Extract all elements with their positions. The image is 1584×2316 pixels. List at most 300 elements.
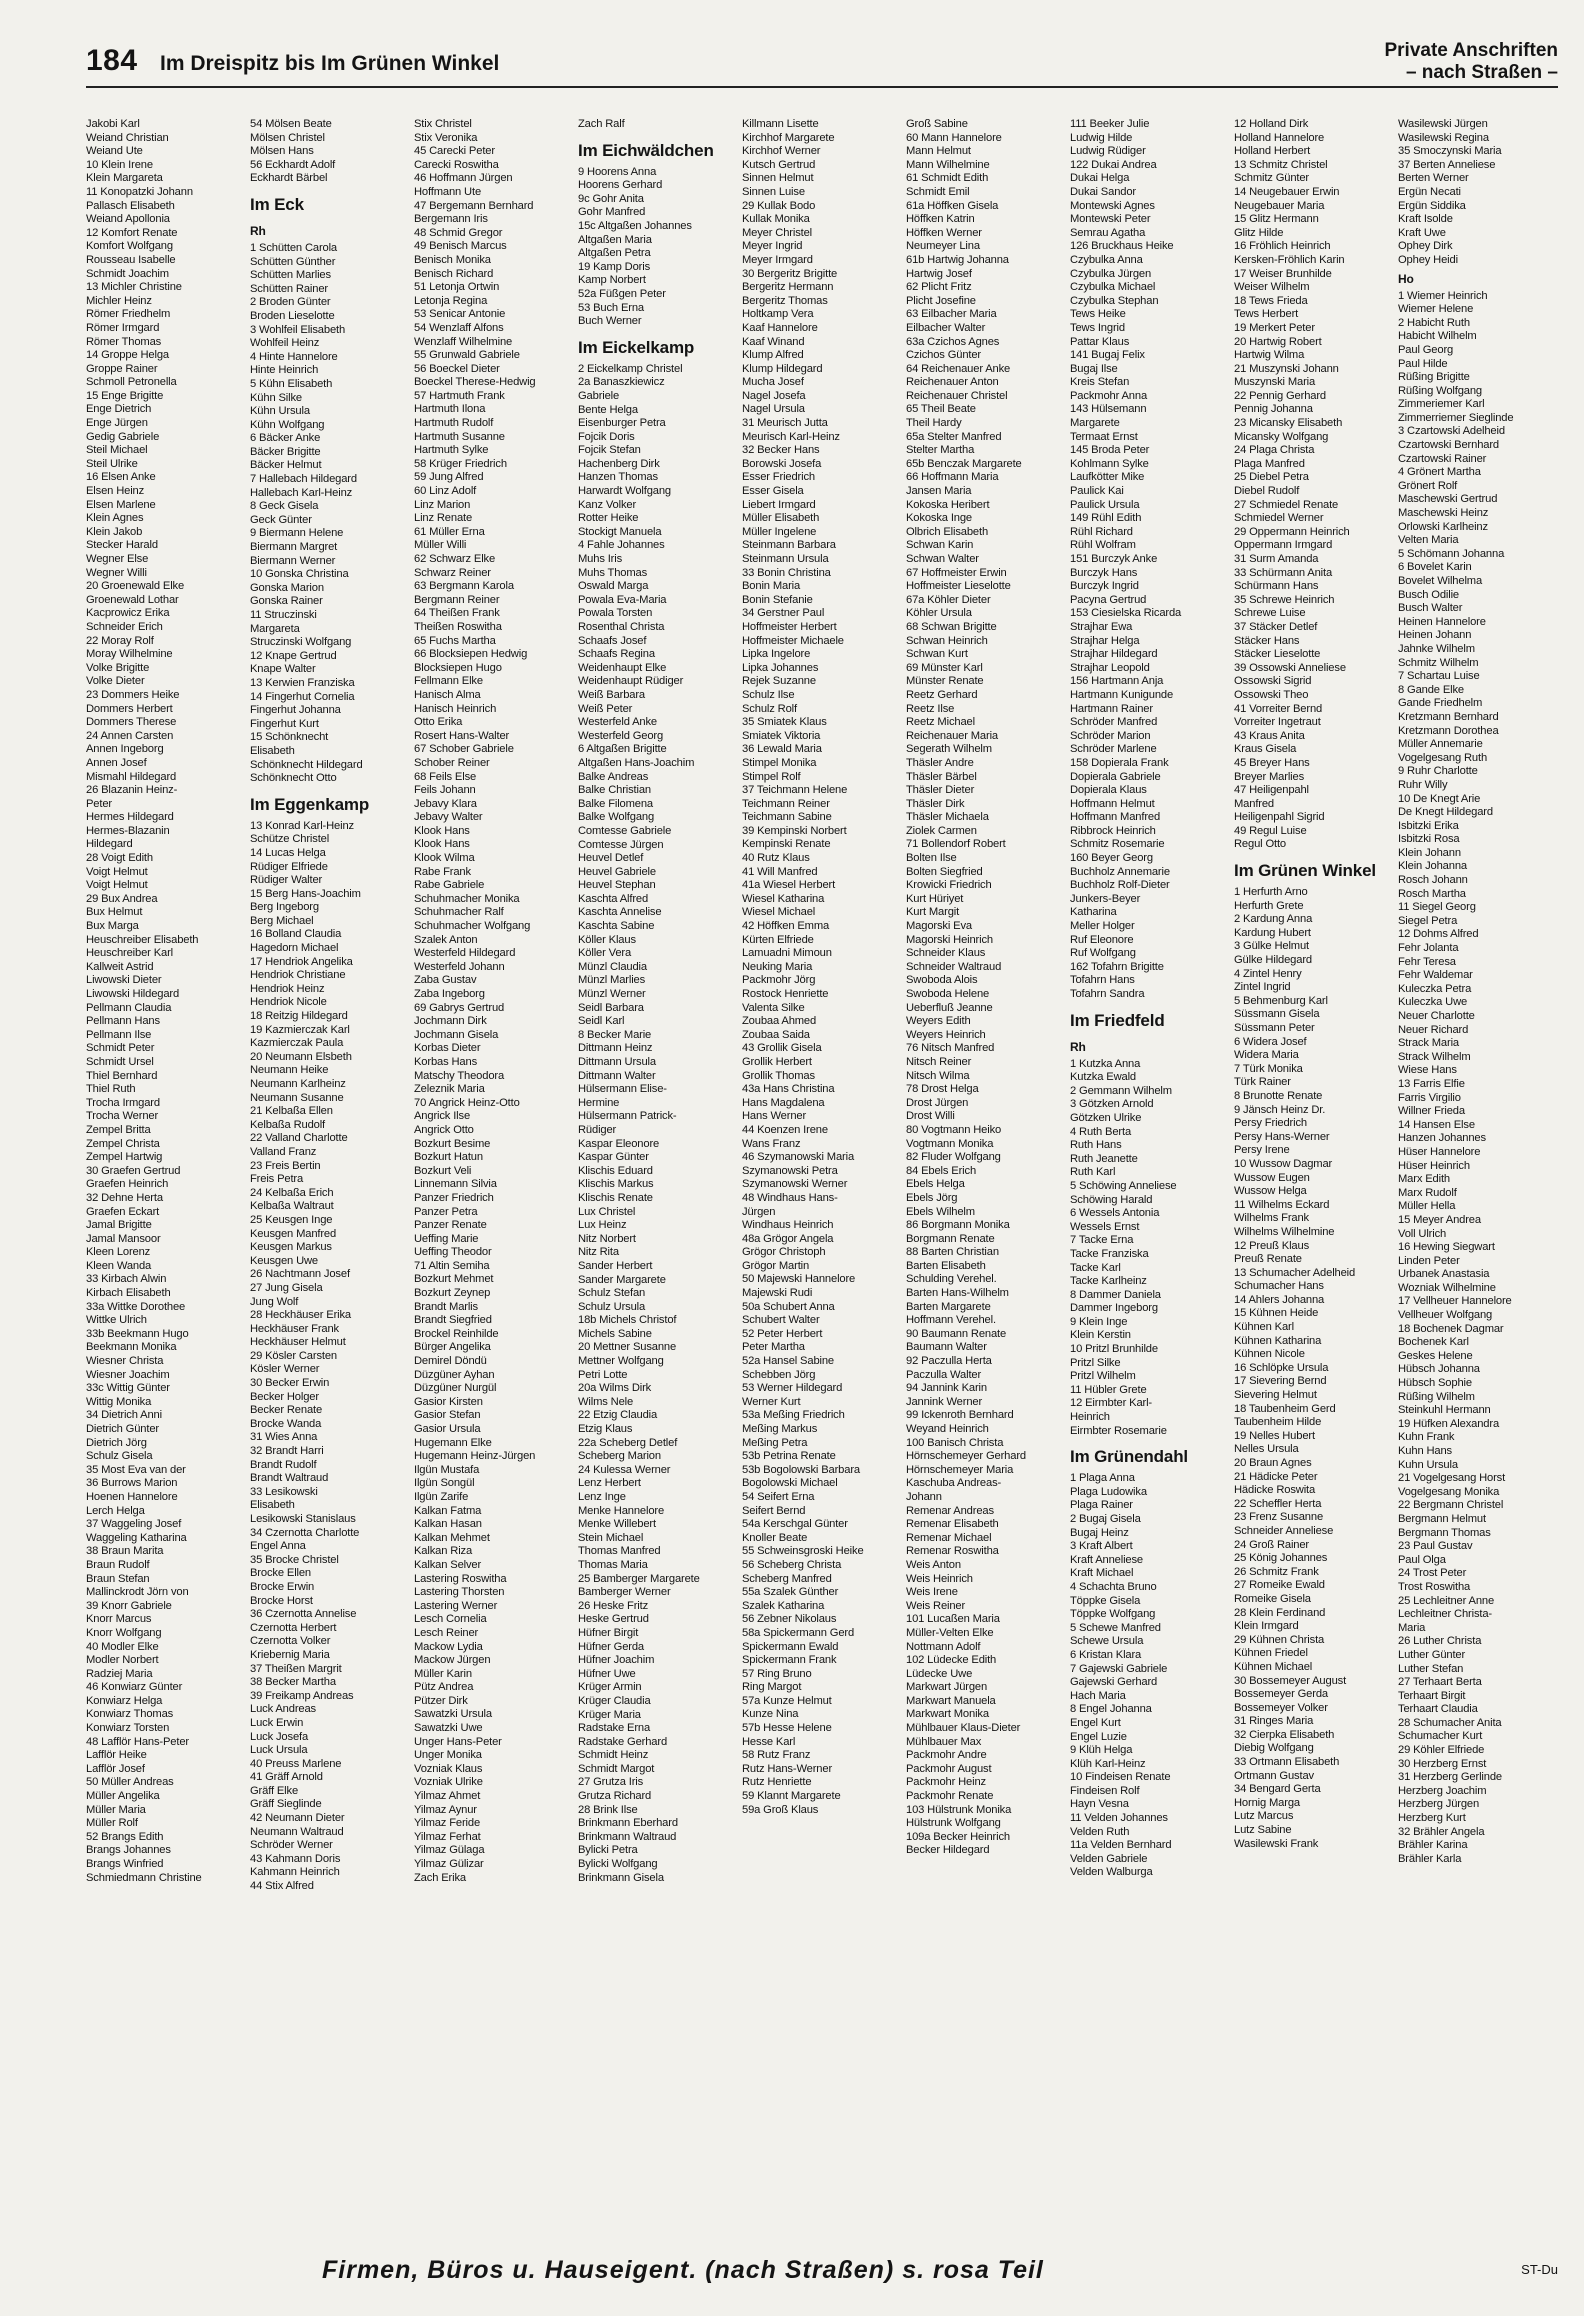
directory-entry: Brähler Karina	[1398, 1839, 1468, 1852]
directory-entry: 45 Breyer Hans	[1234, 756, 1310, 769]
directory-entry: 44 Stix Alfred	[250, 1880, 314, 1893]
directory-entry: Isbitzki Rosa	[1398, 833, 1460, 846]
directory-entry: 7 Tacke Erna	[1070, 1234, 1134, 1247]
directory-entry: Hülsermann Elise-	[578, 1083, 667, 1096]
directory-entry: Heiligenpahl Sigrid	[1234, 811, 1325, 824]
directory-column-3	[414, 118, 578, 2228]
directory-entry: Heuschreiber Karl	[86, 947, 173, 960]
directory-entry: Konwiarz Thomas	[86, 1708, 174, 1721]
directory-entry: Steinmann Ursula	[742, 553, 829, 565]
directory-entry: Lipka Johannes	[742, 661, 819, 674]
directory-entry: Gabriele	[578, 389, 620, 402]
directory-entry: Rejek Suzanne	[742, 675, 816, 688]
directory-entry: Rühl Wolfram	[1070, 539, 1136, 552]
directory-entry: Keusgen Uwe	[250, 1254, 319, 1267]
directory-entry: Ophey Heidi	[1398, 253, 1458, 266]
directory-entry: Schürmann Hans	[1234, 580, 1319, 593]
directory-entry: Bylicki Wolfgang	[578, 1858, 658, 1871]
directory-entry: Schmidt Emil	[906, 185, 970, 198]
directory-entry: Schütze Christel	[250, 833, 330, 846]
directory-column-8	[1234, 118, 1398, 2228]
directory-entry: 12 Holland Dirk	[1234, 118, 1309, 130]
directory-entry: Velden Ruth	[1070, 1825, 1130, 1838]
directory-entry: Kokoska Inge	[906, 512, 972, 525]
directory-entry: Stäcker Hans	[1234, 634, 1300, 647]
directory-entry: Ortmann Gustav	[1234, 1769, 1314, 1782]
directory-entry: Volke Dieter	[86, 675, 145, 688]
directory-entry: Wussow Eugen	[1234, 1171, 1310, 1184]
directory-entry: Tofahrn Hans	[1070, 974, 1135, 987]
directory-entry: 13 Farris Elfie	[1398, 1077, 1465, 1090]
directory-entry: Diebig Wolfgang	[1234, 1742, 1314, 1755]
directory-entry: 22 Pennig Gerhard	[1234, 389, 1326, 402]
directory-entry: Herzberg Jürgen	[1398, 1798, 1480, 1811]
directory-entry: Westerfeld Hildegard	[414, 947, 516, 960]
directory-entry: Kaschuba Andreas-	[906, 1477, 1002, 1490]
directory-entry: Ruth Karl	[1070, 1166, 1116, 1179]
directory-entry: 53b Petrina Renate	[742, 1450, 836, 1463]
directory-entry: Kühnen Katharina	[1234, 1334, 1322, 1347]
directory-entry: Schütten Günther	[250, 255, 336, 268]
directory-entry: 44 Koenzen Irene	[742, 1123, 828, 1136]
directory-entry: Rüdiger	[578, 1123, 617, 1136]
directory-entry: Stix Christel	[414, 118, 472, 130]
directory-entry: Kühnen Nicole	[1234, 1348, 1305, 1361]
directory-entry: Rosch Johann	[1398, 874, 1468, 887]
directory-entry: 1 Wiemer Heinrich	[1398, 289, 1488, 302]
directory-entry: 58a Spickermann Gerd	[742, 1626, 855, 1639]
directory-entry: Nitsch Wilma	[906, 1069, 970, 1082]
directory-entry: Herfurth Grete	[1234, 899, 1304, 912]
directory-entry: 10 Wussow Dagmar	[1234, 1157, 1333, 1170]
directory-entry: Szalek Katharina	[742, 1599, 825, 1612]
directory-entry: Gasior Ursula	[414, 1423, 481, 1435]
directory-entry: Kraft Uwe	[1398, 226, 1446, 239]
directory-entry: Wilhelms Frank	[1234, 1212, 1309, 1225]
directory-entry: Pellmann Hans	[86, 1015, 160, 1028]
directory-entry: Schrewe Luise	[1234, 607, 1306, 620]
directory-entry: 3 Gülke Helmut	[1234, 940, 1309, 953]
directory-entry: Annen Ingeborg	[86, 743, 164, 756]
directory-entry: Vogelgesang Monika	[1398, 1485, 1500, 1498]
directory-entry: 30 Becker Erwin	[250, 1377, 330, 1390]
directory-entry: Linz Renate	[414, 512, 473, 525]
directory-entry: Klüh Karl-Heinz	[1070, 1757, 1146, 1770]
directory-entry: 61 Schmidt Edith	[906, 172, 989, 185]
directory-entry: Kuhn Ursula	[1398, 1458, 1458, 1471]
directory-entry: Klook Hans	[414, 824, 470, 837]
directory-entry: Kazmierczak Paula	[250, 1037, 344, 1050]
directory-entry: 24 Groß Rainer	[1234, 1538, 1309, 1551]
directory-entry: Spickermann Frank	[742, 1654, 837, 1667]
directory-entry: Markwart Monika	[906, 1708, 989, 1721]
directory-entry: Bergemann Iris	[414, 213, 488, 226]
directory-entry: 31 Meurisch Jutta	[742, 417, 828, 430]
directory-entry: Dukai Sandor	[1070, 185, 1136, 198]
directory-entry: Schmiedel Werner	[1234, 512, 1324, 525]
directory-entry: Habicht Wilhelm	[1398, 330, 1477, 343]
directory-entry: 99 Ickenroth Bernhard	[906, 1409, 1014, 1422]
directory-entry: Matschy Theodora	[414, 1069, 505, 1082]
directory-entry: Broden Lieselotte	[250, 309, 335, 322]
directory-entry: Bozkurt Veli	[414, 1164, 472, 1177]
directory-entry: Trocha Werner	[86, 1110, 159, 1123]
directory-entry: 15 Schönknecht	[250, 731, 329, 744]
directory-entry: 29 Kühnen Christa	[1234, 1633, 1325, 1646]
directory-entry: Etzig Klaus	[578, 1423, 633, 1436]
directory-entry: Busch Walter	[1398, 602, 1463, 615]
page-footer	[86, 2252, 1558, 2292]
directory-entry: Tacke Karl	[1070, 1261, 1121, 1274]
street-heading: Im Eck	[250, 194, 304, 214]
directory-entry: Korbas Dieter	[414, 1042, 481, 1055]
directory-entry: 6 Wessels Antonia	[1070, 1207, 1160, 1220]
directory-entry: Krowicki Friedrich	[906, 879, 992, 892]
directory-entry: 31 Wies Anna	[250, 1431, 318, 1444]
directory-entry: 20 Mettner Susanne	[578, 1341, 677, 1354]
directory-entry: Strack Wilhelm	[1398, 1050, 1471, 1063]
directory-entry: Packmohr Renate	[906, 1790, 994, 1803]
directory-entry: Meurisch Karl-Heinz	[742, 430, 840, 443]
directory-entry: Unger Monika	[414, 1749, 482, 1762]
directory-entry: Brinkmann Gisela	[578, 1871, 664, 1884]
directory-entry: 29 Kullak Bodo	[742, 199, 816, 212]
directory-entry: Smiatek Viktoria	[742, 729, 821, 742]
directory-entry: Voigt Helmut	[86, 865, 148, 878]
directory-entry: Rutz Hans-Werner	[742, 1762, 833, 1775]
directory-entry: Wussow Helga	[1234, 1185, 1307, 1198]
directory-entry: 6 Kristan Klara	[1070, 1648, 1142, 1661]
footer-note: Firmen, Büros u. Hauseigent. (nach Straßen) s. rosa Teil	[322, 2256, 1044, 2284]
directory-entry: 9 Hoorens Anna	[578, 165, 657, 178]
directory-entry: Zimmeriemer Karl	[1398, 398, 1485, 411]
directory-entry: 17 Vellheuer Hannelore	[1398, 1295, 1512, 1308]
directory-entry: Hartmuth Susanne	[414, 430, 505, 443]
directory-entry: Kraft Isolde	[1398, 213, 1453, 226]
directory-entry: Jahnke Wilhelm	[1398, 642, 1475, 655]
directory-entry: Wohlfeil Heinz	[250, 337, 320, 350]
directory-entry: Weidenhaupt Elke	[578, 661, 667, 674]
directory-entry: Magorski Heinrich	[906, 933, 993, 946]
directory-entry: Sawatzki Ursula	[414, 1708, 492, 1721]
directory-entry: Klischis Markus	[578, 1178, 654, 1191]
directory-entry: Groppe Rainer	[86, 362, 158, 375]
directory-entry: Radstake Erna	[578, 1722, 651, 1735]
directory-entry: 33a Wittke Dorothee	[86, 1300, 186, 1313]
directory-entry: Trost Roswitha	[1398, 1580, 1471, 1593]
directory-entry: 20 Neumann Elsbeth	[250, 1050, 352, 1063]
directory-entry: Packmohr August	[906, 1762, 992, 1775]
directory-entry: Wittig Monika	[86, 1395, 152, 1408]
directory-entry: Baumann Walter	[906, 1341, 987, 1354]
directory-entry: Bochenek Karl	[1398, 1336, 1469, 1349]
directory-entry: Lesch Cornelia	[414, 1613, 487, 1626]
directory-entry: Luther Stefan	[1398, 1662, 1464, 1675]
street-heading: Im Grünen Winkel	[1234, 861, 1376, 881]
directory-entry: Plaga Ludowika	[1070, 1485, 1147, 1498]
directory-entry: 54a Kerschgal Günter	[742, 1518, 848, 1531]
directory-entry: Paul Olga	[1398, 1553, 1446, 1566]
directory-entry: Kaschta Annelise	[578, 906, 662, 919]
directory-entry: 37 Theißen Margrit	[250, 1662, 342, 1675]
directory-entry: Steinmann Barbara	[742, 539, 836, 552]
directory-entry: Benisch Monika	[414, 253, 491, 266]
directory-entry: Hachenberg Dirk	[578, 457, 660, 470]
directory-entry: Schebben Jörg	[742, 1368, 816, 1381]
directory-entry: Burczyk Hans	[1070, 566, 1138, 579]
directory-entry: Schuhmacher Ralf	[414, 906, 504, 919]
directory-entry: Zempel Christa	[86, 1137, 160, 1150]
directory-entry: Tews Heike	[1070, 308, 1126, 321]
directory-entry: 25 König Johannes	[1234, 1552, 1328, 1565]
district-code: Ho	[1398, 271, 1414, 286]
directory-entry: 5 Schewe Manfred	[1070, 1621, 1161, 1634]
directory-entry: 37 Waggeling Josef	[86, 1518, 182, 1531]
directory-entry: Remenar Roswitha	[906, 1545, 999, 1558]
directory-entry: Thäsler Dieter	[906, 784, 975, 797]
directory-entry: Müller Maria	[86, 1803, 146, 1816]
directory-entry: Fingerhut Johanna	[250, 704, 341, 717]
directory-entry: Hüser Heinrich	[1398, 1159, 1470, 1172]
directory-entry: 24 Kulessa Werner	[578, 1463, 671, 1476]
directory-entry: Struczinski Wolfgang	[250, 636, 352, 649]
directory-entry: 47 Bergemann Bernhard	[414, 199, 534, 212]
directory-entry: Persy Hans-Werner	[1234, 1130, 1330, 1143]
directory-entry: 62 Plicht Fritz	[906, 281, 972, 294]
directory-entry: Dittmann Walter	[578, 1069, 656, 1082]
directory-entry: Hoffmann Ute	[414, 185, 482, 198]
directory-entry: Rühl Richard	[1070, 525, 1133, 538]
directory-entry: Köhler Ursula	[906, 607, 972, 620]
directory-entry: Berg Ingeborg	[250, 901, 319, 914]
directory-entry: Burczyk Ingrid	[1070, 580, 1139, 593]
directory-entry: Orlowski Karlheinz	[1398, 520, 1488, 533]
directory-entry: Teichmann Reiner	[742, 797, 830, 810]
directory-entry: Gasior Stefan	[414, 1409, 481, 1422]
directory-entry: 149 Rühl Edith	[1070, 512, 1142, 525]
directory-entry: Schröder Marlene	[1070, 743, 1157, 756]
directory-entry: Rotter Heike	[578, 512, 639, 525]
directory-entry: Enge Jürgen	[86, 417, 148, 430]
directory-entry: Voigt Helmut	[86, 879, 148, 892]
directory-entry: 2 Bugaj Gisela	[1070, 1513, 1141, 1525]
directory-entry: Hartmann Rainer	[1070, 702, 1153, 715]
directory-entry: 67 Hoffmeister Erwin	[906, 566, 1007, 579]
directory-entry: 30 Bossemeyer August	[1234, 1674, 1347, 1687]
directory-entry: Isbitzki Erika	[1398, 819, 1459, 832]
directory-entry: 4 Grönert Martha	[1398, 466, 1481, 479]
directory-entry: 63 Bergmann Karola	[414, 580, 514, 593]
directory-entry: Lesikowski Stanislaus	[250, 1513, 356, 1525]
directory-entry: 3 Wohlfeil Elisabeth	[250, 323, 346, 336]
directory-entry: Bovelet Wilhelma	[1398, 575, 1483, 587]
directory-entry: Wasilewski Jürgen	[1398, 118, 1488, 130]
directory-entry: Klein Johann	[1398, 846, 1461, 859]
directory-entry: 18 Taubenheim Gerd	[1234, 1402, 1336, 1415]
directory-entry: Fehr Waldemar	[1398, 969, 1473, 982]
directory-entry: Rosch Martha	[1398, 887, 1466, 900]
directory-entry: Wiesel Katharina	[742, 892, 825, 905]
directory-entry: 13 Schumacher Adelheid	[1234, 1266, 1356, 1279]
directory-entry: Brocke Horst	[250, 1594, 313, 1607]
directory-entry: Lutz Marcus	[1234, 1810, 1294, 1823]
directory-entry: Hallebach Karl-Heinz	[250, 486, 353, 499]
directory-entry: 28 Schumacher Anita	[1398, 1716, 1502, 1729]
directory-entry: Grögor Martin	[742, 1259, 810, 1272]
directory-entry: Ludwig Hilde	[1070, 131, 1133, 144]
directory-entry: Schmidt Heinz	[578, 1749, 649, 1762]
directory-entry: 30 Graefen Gertrud	[86, 1164, 181, 1177]
directory-entry: Werner Kurt	[742, 1395, 801, 1408]
directory-entry: Lesch Reiner	[414, 1626, 479, 1639]
directory-entry: 6 Bovelet Karin	[1398, 561, 1472, 574]
directory-entry: Vogelgesang Ruth	[1398, 751, 1488, 764]
directory-entry: Thomas Manfred	[578, 1545, 661, 1558]
directory-entry: 111 Beeker Julie	[1070, 118, 1150, 130]
directory-entry: Schmidt Margot	[578, 1762, 655, 1775]
directory-entry: Swoboda Helene	[906, 988, 990, 1000]
directory-entry: Glitz Hilde	[1234, 226, 1284, 239]
directory-entry: Meyer Christel	[742, 226, 813, 239]
directory-entry: Schewe Ursula	[1070, 1635, 1144, 1648]
directory-entry: Zach Erika	[414, 1871, 466, 1884]
directory-entry: 7 Schartau Luise	[1398, 670, 1480, 683]
directory-entry: Brocke Erwin	[250, 1580, 315, 1593]
directory-entry: Grollik Thomas	[742, 1069, 815, 1082]
directory-entry: Schmidt Joachim	[86, 267, 169, 280]
directory-entry: Ribbrock Heinrich	[1070, 824, 1156, 837]
directory-entry: Weyand Heinrich	[906, 1423, 989, 1435]
directory-entry: 69 Münster Karl	[906, 661, 983, 674]
directory-entry: 5 Kühn Elisabeth	[250, 377, 333, 390]
directory-entry: Graefen Heinrich	[86, 1178, 169, 1191]
directory-entry: Süssmann Peter	[1234, 1022, 1315, 1034]
directory-entry: 50a Schubert Anna	[742, 1300, 835, 1313]
directory-entry: 101 Lucaßen Maria	[906, 1613, 1000, 1626]
directory-entry: 16 Bolland Claudia	[250, 928, 342, 941]
directory-entry: 46 Konwiarz Günter	[86, 1681, 183, 1694]
directory-entry: Volke Brigitte	[86, 661, 150, 674]
directory-entry: Taubenheim Hilde	[1234, 1416, 1322, 1429]
directory-entry: Kelbaßa Rudolf	[250, 1118, 326, 1131]
directory-entry: Pennig Johanna	[1234, 403, 1313, 416]
directory-entry: Mackow Jürgen	[414, 1654, 491, 1667]
directory-entry: Wilms Nele	[578, 1395, 634, 1408]
directory-entry: Yilmaz Feride	[414, 1817, 481, 1830]
directory-entry: Ossowski Theo	[1234, 688, 1309, 701]
directory-entry: Harwardt Wolfgang	[578, 485, 672, 498]
directory-entry: Knoller Beate	[742, 1531, 808, 1544]
directory-entry: Lenz Herbert	[578, 1477, 641, 1490]
directory-entry: Hans Werner	[742, 1110, 807, 1123]
directory-entry: 48 Lafflör Hans-Peter	[86, 1735, 189, 1748]
directory-entry: Zach Ralf	[578, 118, 625, 130]
directory-entry: Kühnen Friedel	[1234, 1647, 1308, 1660]
directory-entry: Mucha Josef	[742, 376, 804, 389]
directory-entry: Paczulla Walter	[906, 1368, 982, 1381]
directory-entry: Wilhelms Wilhelmine	[1234, 1225, 1335, 1238]
directory-column-7	[1070, 118, 1234, 2228]
directory-entry: Thiel Ruth	[86, 1083, 136, 1096]
directory-entry: 49 Regul Luise	[1234, 824, 1307, 837]
directory-entry: Benisch Richard	[414, 267, 494, 280]
directory-entry: 80 Vogtmann Heiko	[906, 1123, 1002, 1136]
directory-entry: 11 Siegel Georg	[1398, 901, 1476, 914]
directory-column-4	[578, 118, 742, 2228]
directory-entry: Czybulka Anna	[1070, 253, 1143, 266]
directory-entry: Brocke Wanda	[250, 1417, 322, 1430]
directory-entry: Rüßing Wolfgang	[1398, 384, 1482, 397]
directory-entry: 90 Baumann Renate	[906, 1327, 1007, 1340]
directory-entry: 78 Drost Helga	[906, 1083, 979, 1096]
directory-entry: Kirbach Elisabeth	[86, 1287, 171, 1300]
directory-entry: Herzberg Kurt	[1398, 1812, 1466, 1825]
directory-entry: 49 Benisch Marcus	[414, 240, 507, 253]
directory-entry: Reetz Ilse	[906, 702, 955, 715]
directory-entry: Eisenburger Petra	[578, 417, 666, 430]
directory-entry: 102 Lüdecke Edith	[906, 1654, 997, 1667]
directory-entry: Mann Helmut	[906, 145, 971, 158]
directory-entry: Markwart Jürgen	[906, 1681, 988, 1694]
directory-entry: Kuhn Frank	[1398, 1431, 1455, 1444]
directory-entry: Gonska Marion	[250, 581, 324, 594]
directory-entry: Rutz Henriette	[742, 1776, 812, 1789]
directory-entry: Berg Michael	[250, 914, 314, 927]
directory-entry: Weidenhaupt Rüdiger	[578, 675, 684, 688]
directory-entry: Hüfner Birgit	[578, 1626, 639, 1639]
directory-entry: Peter	[86, 797, 112, 810]
directory-entry: 23 Dommers Heike	[86, 688, 180, 701]
directory-entry: Czernotta Herbert	[250, 1621, 337, 1634]
directory-entry: 57a Kunze Helmut	[742, 1694, 832, 1707]
directory-entry: 51 Letonja Ortwin	[414, 281, 500, 294]
directory-entry: 33c Wittig Günter	[86, 1382, 170, 1395]
directory-entry: 15 Enge Brigitte	[86, 389, 164, 402]
directory-entry: Kalkan Riza	[414, 1545, 473, 1558]
directory-entry: Rüßing Brigitte	[1398, 371, 1470, 384]
directory-entry: Hoffmeister Michaele	[742, 634, 844, 647]
directory-entry: Lastering Werner	[414, 1599, 498, 1612]
directory-entry: Hoenen Hannelore	[86, 1490, 178, 1503]
directory-entry: 14 Neugebauer Erwin	[1234, 185, 1340, 198]
directory-entry: Kahmann Heinrich	[250, 1866, 340, 1879]
directory-entry: 2 Gemmann Wilhelm	[1070, 1084, 1172, 1097]
directory-entry: Dopierala Klaus	[1070, 784, 1147, 797]
directory-column-5	[742, 118, 906, 2228]
directory-entry: Czybulka Jürgen	[1070, 267, 1152, 280]
directory-entry: Termaat Ernst	[1070, 430, 1138, 443]
directory-entry: Lutz Sabine	[1234, 1824, 1292, 1837]
directory-entry: 29 Bux Andrea	[86, 892, 158, 905]
directory-entry: Mühlbauer Max	[906, 1735, 982, 1748]
directory-entry: Bergmann Thomas	[1398, 1526, 1491, 1539]
directory-column-2	[250, 118, 414, 2228]
directory-entry: Zeleznik Maria	[414, 1083, 485, 1096]
directory-entry: Liwowski Dieter	[86, 974, 162, 987]
directory-entry: Yilmaz Gülaga	[414, 1844, 485, 1857]
directory-entry: Ophey Dirk	[1398, 240, 1453, 253]
directory-entry: 66 Hoffmann Maria	[906, 471, 999, 484]
directory-entry: Feils Johann	[414, 784, 476, 797]
directory-entry: Engel Luzie	[1070, 1730, 1127, 1743]
directory-entry: Grutza Richard	[578, 1790, 652, 1803]
directory-entry: 39 Ossowski Anneliese	[1234, 661, 1346, 674]
directory-entry: Jürgen	[742, 1205, 776, 1218]
directory-entry: Olbrich Elisabeth	[906, 525, 989, 538]
directory-entry: Schmitz Rosemarie	[1070, 838, 1165, 851]
directory-entry: Montewski Agnes	[1070, 199, 1155, 212]
directory-entry: Voll Ulrich	[1398, 1227, 1447, 1240]
